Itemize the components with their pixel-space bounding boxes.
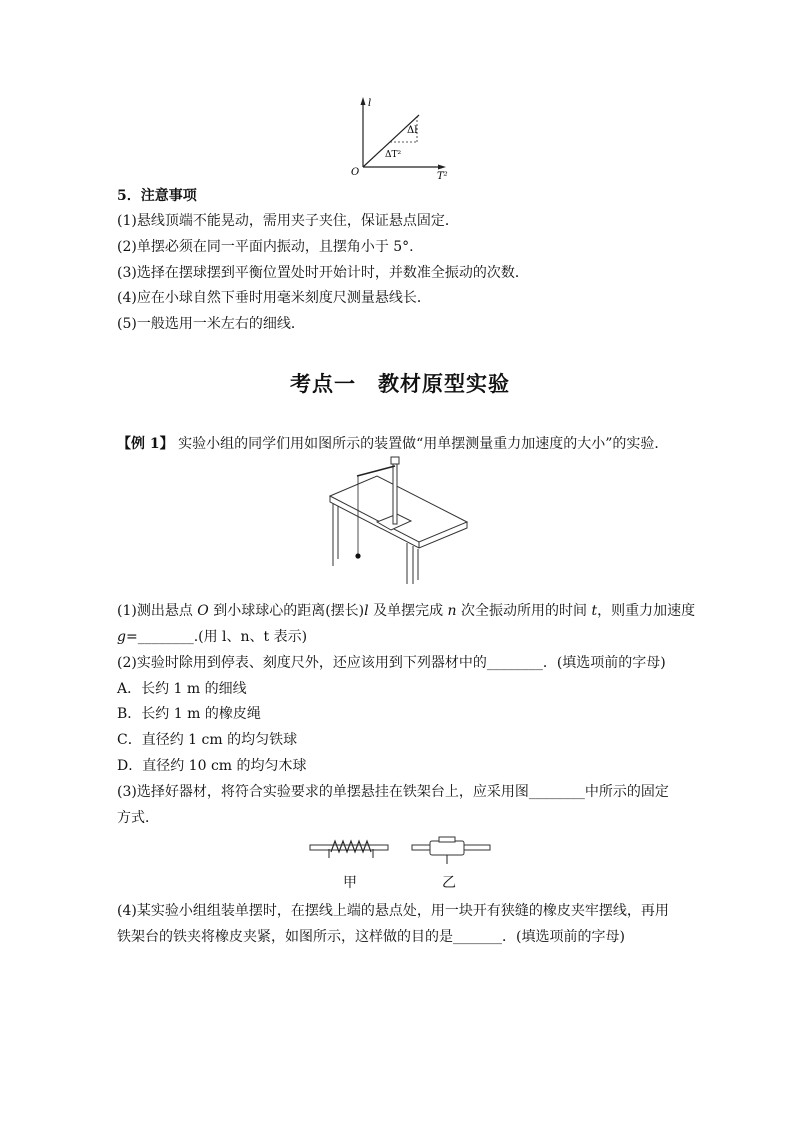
example-label: 【例 1】: [117, 436, 174, 452]
fixing-methods-figure: [305, 832, 495, 866]
l-t2-graph: [345, 95, 455, 180]
y-axis-arrow: [361, 97, 366, 105]
pendulum-apparatus-figure: [325, 454, 475, 586]
q3-line2: 方式．: [117, 810, 159, 826]
note-item: (2)单摆必须在同一平面内振动，且摆角小于 5°.: [117, 239, 414, 255]
y-axis-label: l: [368, 98, 372, 109]
note-item: (1)悬线顶端不能晃动，需用夹子夹住，保证悬点固定．: [117, 213, 459, 229]
note-item: (3)选择在摆球摆到平衡位置处时开始计时，并数准全振动的次数．: [117, 265, 529, 281]
clamp-yi: [430, 841, 464, 855]
delta-t2-label: ΔT²: [385, 150, 402, 160]
x-axis-arrow: [438, 165, 446, 170]
q1-line1: (1)测出悬点 O 到小球球心的距离(摆长)l 及单摆完成 n 次全振动所用的时间 t，则重力加速度: [117, 603, 696, 619]
option-d: D．直径约 10 cm 的均匀木球: [117, 758, 307, 774]
q1-line2: g=________.(用 l、n、t 表示): [117, 629, 308, 645]
note-item: (5)一般选用一米左右的细线．: [117, 316, 305, 332]
fig-label-yi: 乙: [442, 875, 456, 891]
delta-l-label: Δl: [407, 125, 418, 136]
notes-heading: 5．注意事项: [117, 188, 197, 204]
q4-line2: 铁架台的铁夹将橡皮夹紧，如图所示，这样做的目的是_______．(填选项前的字母): [117, 929, 625, 945]
clamp: [391, 457, 399, 464]
table-top: [330, 476, 467, 542]
section-title: 考点一 教材原型实验: [290, 372, 510, 396]
fig-label-jia: 甲: [343, 875, 357, 891]
stand-rod: [393, 462, 397, 524]
origin-label: O: [351, 167, 360, 178]
q4-line1: (4)某实验小组组装单摆时，在摆线上端的悬点处，用一块开有狭缝的橡皮夹牢摆线，再用: [117, 903, 669, 919]
pendulum-bob: [355, 553, 360, 558]
option-a: A．长约 1 m 的细线: [117, 681, 247, 697]
option-b: B．长约 1 m 的橡皮绳: [117, 706, 261, 722]
q3-line1: (3)选择好器材，将符合实验要求的单摆悬挂在铁架台上，应采用图________中所示的固定: [117, 784, 669, 800]
x-axis-label: T²: [437, 171, 448, 180]
example-intro-line: [117, 434, 668, 454]
clamp-arm: [357, 466, 395, 476]
note-item: (4)应在小球自然下垂时用毫米刻度尺测量悬线长．: [117, 290, 431, 306]
q2-text: (2)实验时除用到停表、刻度尺外，还应该用到下列器材中的________．(填选项前的字母): [117, 655, 666, 671]
option-c: C．直径约 1 cm 的均匀铁球: [117, 732, 298, 748]
example-intro: 实验小组的同学们用如图所示的装置做“用单摆测量重力加速度的大小”的实验．: [178, 436, 669, 452]
rubber-block-yi: [439, 837, 455, 842]
